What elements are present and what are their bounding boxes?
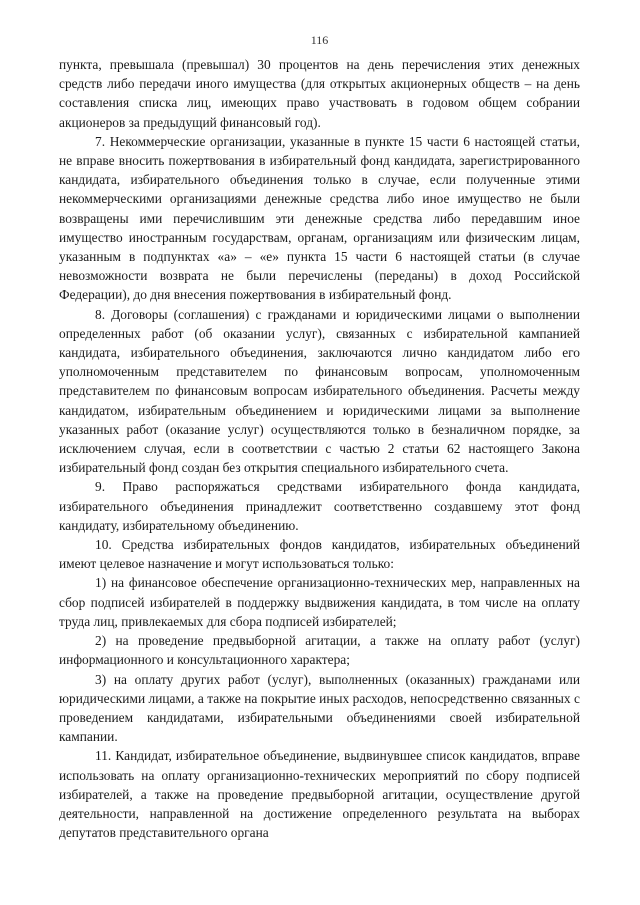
list-item-1: 1) на финансовое обеспечение организационно-технических мер, направленных на сбор подписей избирателей в поддержку выдвижения кандидата, в том числе на оплату труда лиц, привлекаемых для сбора подписей избирателей; [59, 575, 580, 629]
page-number: 116 [310, 33, 329, 47]
paragraph-11: 11. Кандидат, избирательное объединение, выдвинувшее список кандидатов, вправе использовать на оплату организационно-технических мероприятий по сбору подписей избирателей, а также на проведение предвыборной агитации, осуществление другой деятельности, направленной на достижение определенного результата на выборах депутатов представительного органа [59, 748, 580, 841]
paragraph-8: 8. Договоры (соглашения) с гражданами и юридическими лицами о выполнении определенных работ (об оказании услуг), связанных с избирательной кампанией кандидата, избирательного объединения, заключаются лично кандидатом либо его уполномоченным представителем по финансовым вопросам, уполномоченным представителем по финансовым вопросам избирательного объединения. Расчеты между кандидатом, избирательным объединением и юридическими лицами за выполнение указанных работ (оказание услуг) осуществляются только в безналичном порядке, за исключением случая, если в соответствии с частью 2 статьи 62 настоящего Закона избирательный фонд создан без открытия специального избирательного счета. [59, 306, 580, 476]
document-body [59, 55, 580, 842]
paragraph-7: 7. Некоммерческие организации, указанные в пункте 15 части 6 настоящей статьи, не вправе вносить пожертвования в избирательный фонд кандидата, зарегистрированного кандидата, избирательного объединения только в случае, если полученные этими некоммерческими организациями денежные средства либо иное имущество не были возвращены ими перечислившим эти денежные средства либо передавшим иное имущество иностранным государствам, органам, организациям или физическим лицам, указанным в подпунктах «а» – «е» пункта 15 части 6 настоящей статьи (в случае невозможности возврата не были перечислены (переданы) в доход Российской Федерации), до дня внесения пожертвования в избирательный фонд. [59, 133, 580, 303]
list-item-2: 2) на проведение предвыборной агитации, а также на оплату работ (услуг) информационного и консультационного характера; [59, 633, 580, 668]
list-item-3: 3) на оплату других работ (услуг), выполненных (оказанных) гражданами или юридическими лицами, а также на покрытие иных расходов, непосредственно связанных с проведением кандидатами, избирательными объединениями своей избирательной кампании. [59, 671, 580, 745]
paragraph-10: 10. Средства избирательных фондов кандидатов, избирательных объединений имеют целевое назначение и могут использоваться только: [59, 537, 580, 572]
paragraph-continuation: пункта, превышала (превышал) 30 процентов на день перечисления этих денежных средств либо передачи иного имущества (для открытых акционерных обществ – на день составления списка лиц, имеющих право участвовать в годовом общем собрании акционеров за предыдущий финансовый год). [59, 57, 580, 130]
paragraph-9: 9. Право распоряжаться средствами избирательного фонда кандидата, избирательного объединения принадлежит соответственно создавшему этот фонд кандидату, избирательному объединению. [59, 479, 580, 533]
